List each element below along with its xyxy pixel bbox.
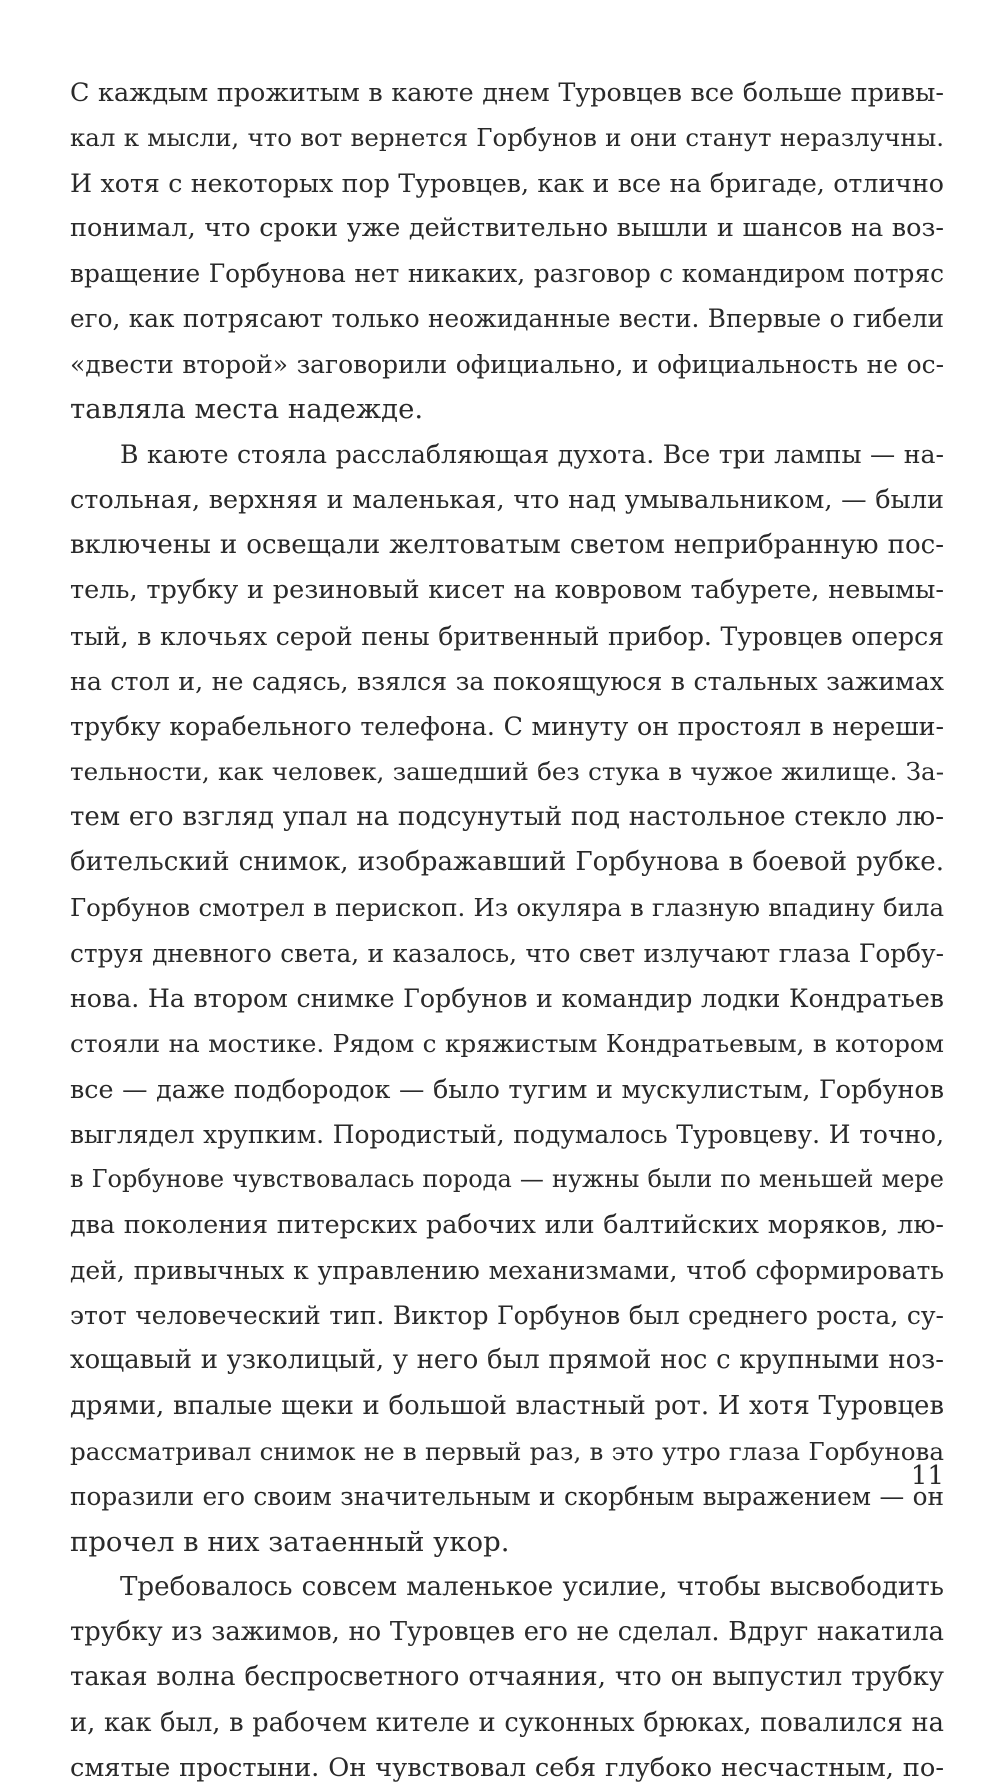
text-line: тый, в клочьях серой пены бритвенный прибор. Туровцев оперся bbox=[70, 621, 944, 651]
text-line: нова. На втором снимке Горбунов и командир лодки Кондратьев bbox=[70, 983, 944, 1013]
text-line: на стол и, не садясь, взялся за покоящуюся в стальных зажимах bbox=[70, 666, 944, 696]
text-line: прочел в них затаенный укор. bbox=[70, 1525, 510, 1558]
text-line: И хотя с некоторых пор Туровцев, как и все на бригаде, отлично bbox=[70, 168, 944, 198]
text-line: струя дневного света, и казалось, что свет излучают глаза Горбу- bbox=[70, 938, 944, 968]
text-line: «двести второй» заговорили официально, и официальность не ос- bbox=[70, 349, 944, 379]
text-line: тельности, как человек, зашедший без стука в чужое жилище. За- bbox=[70, 757, 944, 787]
text-line: Требовалось совсем маленькое усилие, чтобы высвободить bbox=[120, 1571, 944, 1602]
text-line: тем его взгляд упал на подсунутый под настольное стекло лю- bbox=[70, 801, 944, 832]
text-line: в Горбунове чувствовалась порода — нужны были по меньшей мере bbox=[70, 1165, 944, 1194]
text-line: включены и освещали желтоватым светом неприбранную пос- bbox=[70, 529, 944, 560]
text-line: все — даже подбородок — было тугим и мускулистым, Горбунов bbox=[70, 1073, 944, 1104]
text-line: два поколения питерских рабочих или балтийских моряков, лю- bbox=[70, 1209, 944, 1240]
text-line: кал к мысли, что вот вернется Горбунов и они станут неразлучны. bbox=[70, 123, 944, 153]
body-text bbox=[70, 70, 944, 1791]
text-line: тель, трубку и резиновый кисет на ковровом табурете, невымы- bbox=[70, 575, 944, 606]
text-line: стояли на мостике. Рядом с кряжистым Кондратьевым, в котором bbox=[70, 1029, 944, 1059]
text-line: этот человеческий тип. Виктор Горбунов был среднего роста, су- bbox=[70, 1301, 944, 1331]
text-line: выглядел хрупким. Породистый, подумалось Туровцеву. И точно, bbox=[70, 1119, 944, 1149]
text-line: рассматривал снимок не в первый раз, в это утро глаза Горбунова bbox=[70, 1436, 944, 1466]
text-line: понимал, что сроки уже действительно вышли и шансов на воз- bbox=[70, 212, 944, 243]
text-line: и, как был, в рабочем кителе и суконных брюках, повалился на bbox=[70, 1707, 944, 1738]
page-number: 11 bbox=[910, 1461, 944, 1491]
text-line: смятые простыни. Он чувствовал себя глубоко несчастным, по- bbox=[70, 1752, 944, 1783]
text-line: его, как потрясают только неожиданные вести. Впервые о гибели bbox=[70, 304, 944, 334]
text-line: хощавый и узколицый, у него был прямой нос с крупными ноз- bbox=[70, 1345, 944, 1376]
text-line: В каюте стояла расслабляющая духота. Все три лампы — на- bbox=[120, 440, 944, 470]
text-line: тавляла места надежде. bbox=[70, 393, 424, 426]
text-line: поразили его своим значительным и скорбным выражением — он bbox=[70, 1482, 944, 1512]
text-line: вращение Горбунова нет никаких, разговор с командиром потряс bbox=[70, 259, 944, 289]
text-line: бительский снимок, изображавший Горбунова в боевой рубке. bbox=[70, 847, 944, 878]
text-line: Горбунов смотрел в перископ. Из окуляра в глазную впадину била bbox=[70, 893, 944, 923]
book-page bbox=[70, 0, 944, 1783]
text-line: дей, привычных к управлению механизмами, чтоб сформировать bbox=[70, 1255, 944, 1285]
text-line: такая волна беспросветного отчаяния, что он выпустил трубку bbox=[70, 1662, 944, 1693]
text-line: трубку из зажимов, но Туровцев его не сделал. Вдруг накатила bbox=[70, 1617, 944, 1648]
text-line: трубку корабельного телефона. С минуту он простоял в нереши- bbox=[70, 712, 944, 742]
text-line: С каждым прожитым в каюте днем Туровцев все больше привы- bbox=[70, 77, 944, 107]
text-line: стольная, верхняя и маленькая, что над умывальником, — были bbox=[70, 484, 944, 515]
text-line: дрями, впалые щеки и большой властный рот. И хотя Туровцев bbox=[70, 1390, 944, 1421]
